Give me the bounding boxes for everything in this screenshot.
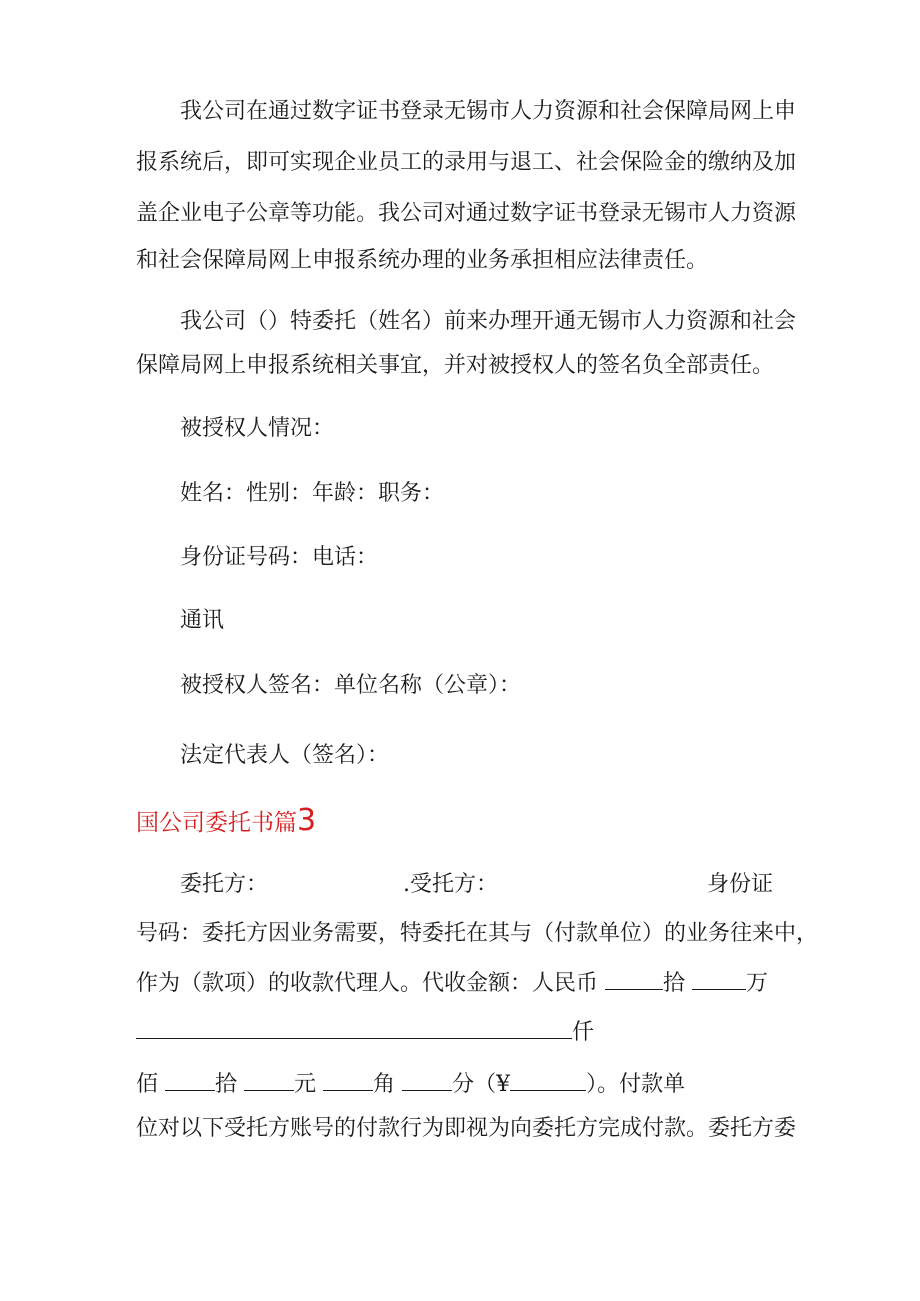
para2-line-1: 我公司（）特委托（姓名）前来办理开通无锡市人力资源和社会 (180, 309, 797, 334)
unit-shi-2: 拾 (215, 1072, 238, 1097)
fields-line-contact: 通讯 (180, 608, 225, 633)
para2-line-2: 保障局网上申报系统相关事宜，并对被授权人的签名负全部责任。 (136, 353, 775, 378)
blank-amount (510, 1068, 586, 1091)
s3-line-2: 号码：委托方因业务需要，特委托在其与（付款单位）的业务往来中， (136, 921, 819, 946)
para1-line-3: 盖企业电子公章等功能。我公司对通过数字证书登录无锡市人力资源 (136, 201, 797, 226)
blank-yuan (323, 1068, 373, 1091)
para1-line-4: 和社会保障局网上申报系统办理的业务承担相应法律责任。 (136, 248, 709, 273)
blank-bai (165, 1068, 215, 1091)
section-heading-number: 3 (297, 803, 317, 838)
s3-line-6: 位对以下受托方账号的付款行为即视为向委托方完成付款。委托方委 (136, 1116, 797, 1141)
unit-jiao: 角 (373, 1072, 396, 1097)
para1-line-1: 我公司在通过数字证书登录无锡市人力资源和社会保障局网上申 (180, 99, 797, 124)
section-heading-text: 国公司委托书篇 (136, 810, 297, 836)
authorized-info-label: 被授权人情况： (180, 416, 335, 441)
close-paren: ） (586, 1072, 598, 1097)
fields-line-name: 姓名：性别：年龄：职务： (180, 481, 445, 506)
agent-label: .受托方： (403, 872, 498, 897)
fields-line-id: 身份证号码：电话： (180, 545, 379, 570)
blank-shi (244, 1068, 294, 1091)
unit-wan: 万 (746, 971, 769, 996)
principal-label: 委托方： (180, 872, 269, 897)
blank-wan (692, 967, 746, 990)
payer-fragment: 。付款单 (597, 1072, 686, 1097)
fields-line-signature: 被授权人签名：单位名称（公章）： (180, 673, 522, 698)
unit-yuan: 元 (294, 1072, 317, 1097)
blank-shi-wan (605, 967, 663, 990)
section-heading (136, 803, 316, 841)
unit-qian: 仟 (572, 1020, 595, 1045)
unit-fen: 分（¥ (452, 1072, 511, 1097)
unit-shi: 拾 (663, 971, 686, 996)
blank-jiao (402, 1068, 452, 1091)
amount-intro: 作为（款项）的收款代理人。代收金额：人民币 (136, 971, 599, 996)
id-label: 身份证 (707, 872, 774, 897)
para1-line-2: 报系统后，即可实现企业员工的录用与退工、社会保险金的缴纳及加 (136, 150, 797, 175)
s3-line-3 (136, 967, 768, 999)
s3-line-4 (136, 1016, 594, 1048)
unit-bai: 佰 (136, 1072, 159, 1097)
fields-line-legal-rep: 法定代表人（签名）： (180, 743, 390, 768)
blank-qian (136, 1016, 572, 1039)
s3-line-5 (136, 1068, 685, 1100)
